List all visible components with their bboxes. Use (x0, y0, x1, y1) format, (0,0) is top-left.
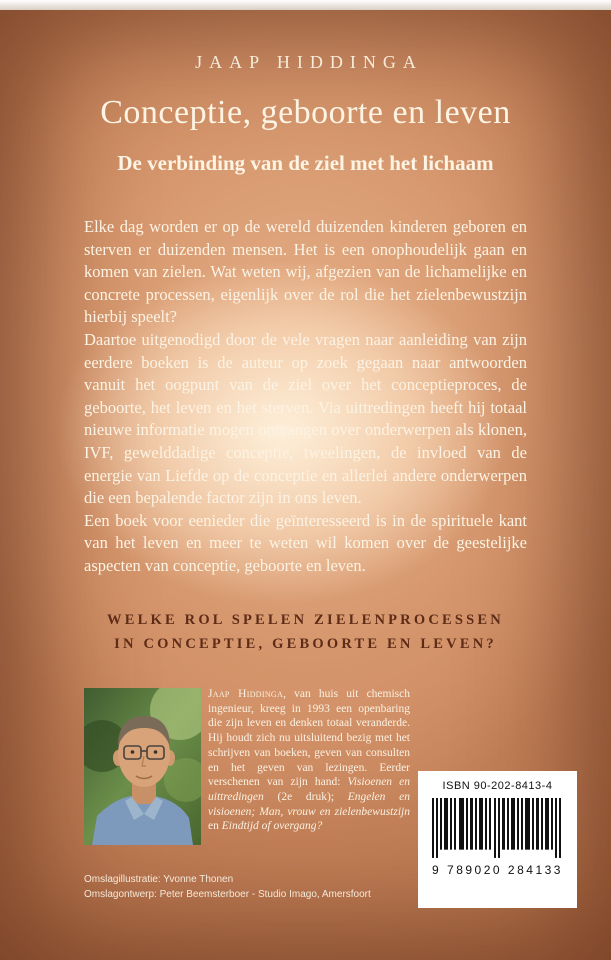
description-paragraph-3: Een boek voor eenieder die geïnteresseerd is in de spirituele kant van het leven en meer te weten wil komen over de geestelijke aspecten van conceptie, geboorte en leven. (84, 510, 527, 575)
credit-illustration: Omslagillustratie: Yvonne Thonen (84, 874, 234, 885)
isbn-number: ISBN 90-202-8413-4 (442, 780, 553, 792)
bio-text: (2e druk); (263, 790, 348, 803)
bio-text: en (208, 820, 222, 833)
credit-design: Omslagontwerp: Peter Beemsterboer - Studio Imago, Amersfoort (84, 889, 371, 900)
ean-number: 9 789020 284133 (432, 863, 563, 877)
barcode-icon (432, 798, 564, 860)
book-subtitle: De verbinding van de ziel met het lichaam (117, 151, 494, 175)
back-cover-description (84, 216, 527, 578)
tagline-line-1: WELKE ROL SPELEN ZIELENPROCESSEN (107, 612, 504, 628)
book-title: Conceptie, geboorte en leven (100, 94, 511, 131)
book-page-edge (0, 0, 611, 10)
bio-text: , van huis uit chemisch ingenieur, kreeg in 1993 een openbaring die zijn leven en denken totaal veranderde. Hij houdt zich nu uitsluitend bezig met het schrijven van boeken, geven van consulten en het geven van lezingen. Eerder verschenen van zijn hand: (208, 688, 410, 789)
bio-book-title-1: Visioenen en uittredingen (208, 776, 410, 803)
credits (84, 872, 371, 902)
description-paragraph-2: Daartoe uitgenodigd door de vele vragen naar aanleiding van zijn eerdere boeken is de auteur op zoek gegaan naar antwoorden vanuit het oogpunt van de ziel over het conceptieproces, de geboorte, het leven en het sterven. Via uittredingen heeft hij totaal nieuwe informatie mogen ontvangen over onderwerpen als klonen, IVF, gewelddadige conceptie, tweelingen, de invloed van de energie van Liefde op de conceptie en allerlei andere onderwerpen die een bepalende factor zijn in ons leven. (84, 329, 527, 508)
bio-book-title-3: Eindtijd of overgang? (221, 820, 323, 833)
author-photo (84, 688, 201, 845)
bio-author-name: Jaap Hiddinga (208, 688, 284, 700)
author-name: JAAP HIDDINGA (195, 52, 423, 72)
author-bio (208, 687, 410, 834)
tagline-line-2: IN CONCEPTIE, GEBOORTE EN LEVEN? (114, 636, 497, 652)
barcode-panel (418, 771, 577, 908)
description-paragraph-1: Elke dag worden er op de wereld duizenden kinderen geboren en sterven er duizenden mensen. Het is een onophoudelijk gaan en komen van zielen. Wat weten wij, afgezien van de lichamelijke en concrete processen, eigenlijk over de rol die het zielenbewustzijn hierbij speelt? (84, 217, 527, 327)
bio-book-title-2: Engelen en visioenen; Man, vrouw en zielenbewustzijn (208, 790, 410, 818)
author-portrait-illustration (84, 688, 201, 845)
tagline (0, 608, 611, 656)
